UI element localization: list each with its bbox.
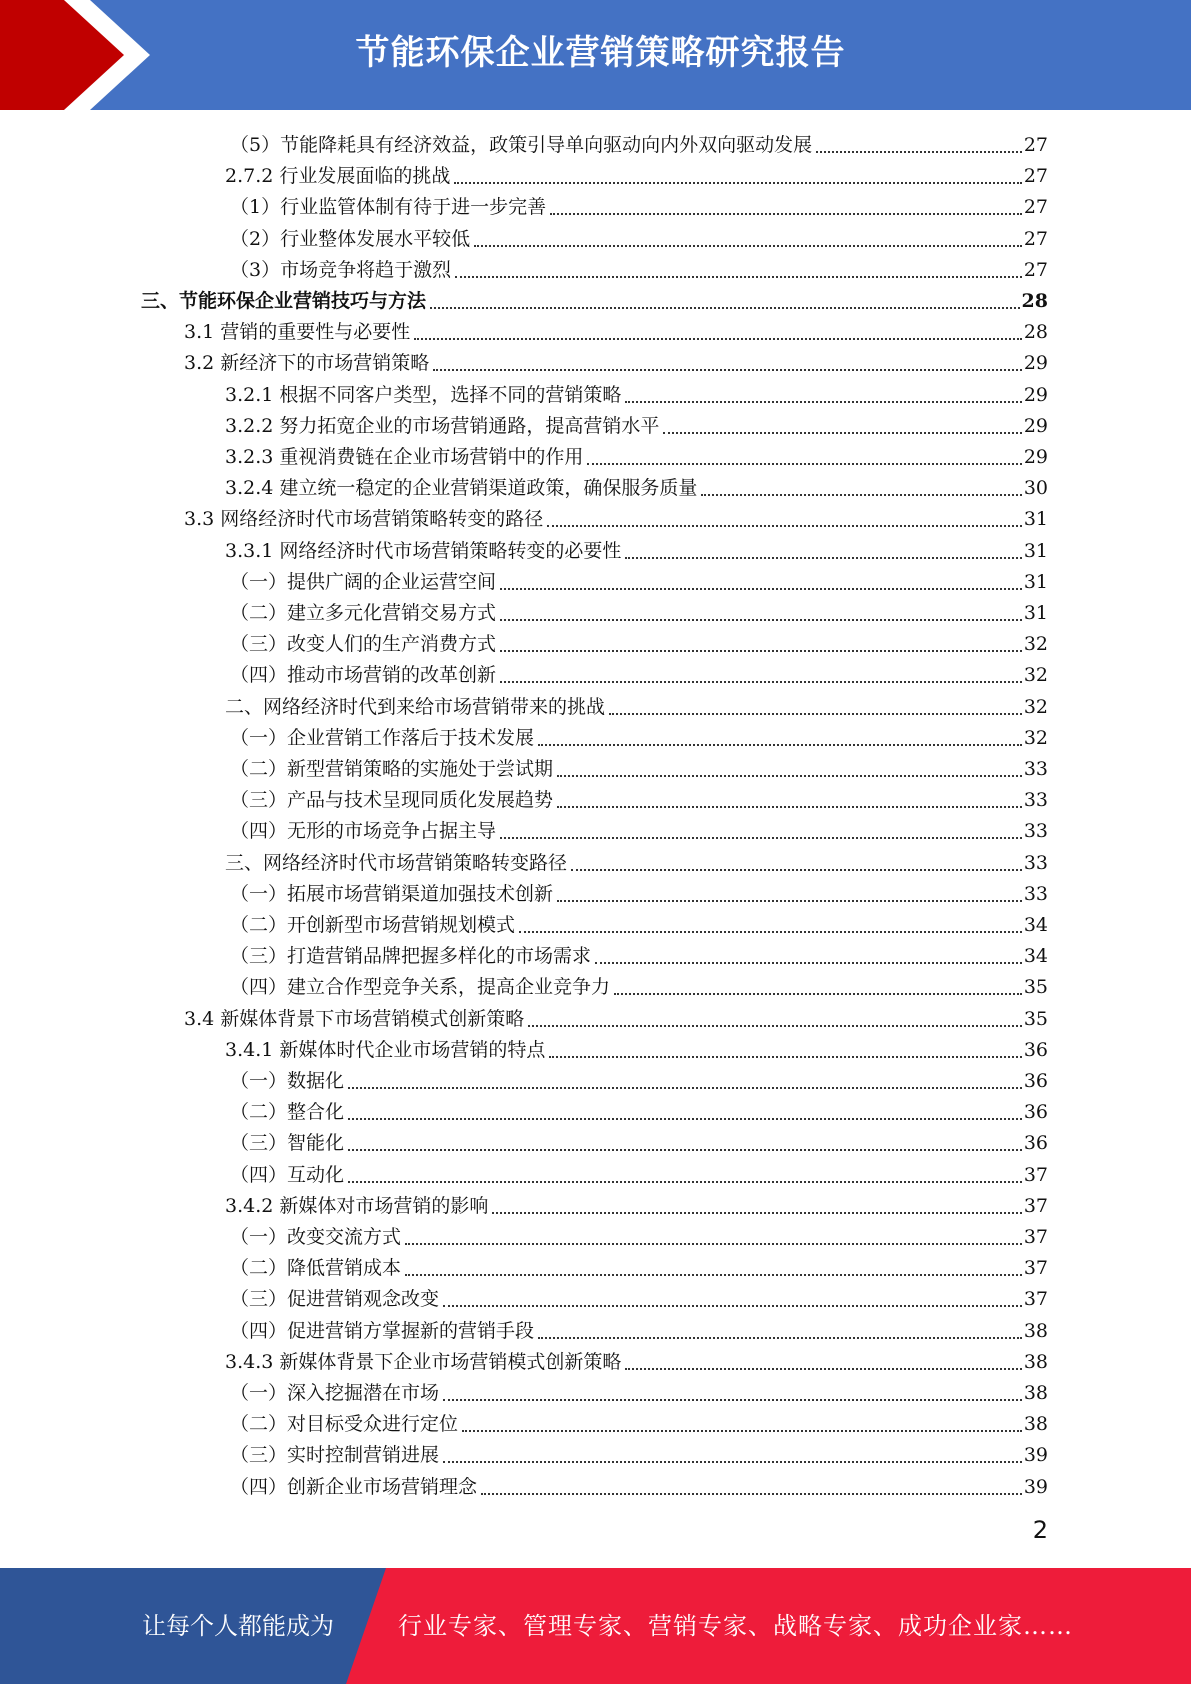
toc-entry-title: 3.3 网络经济时代市场营销策略转变的路径 (184, 508, 544, 530)
toc-entry-page: 33 (1023, 758, 1048, 780)
toc-entry[interactable] (184, 1001, 1048, 1032)
toc-entry[interactable] (184, 314, 1048, 345)
toc-dot-leader (348, 1130, 1022, 1151)
toc-entry-title: （2）行业整体发展水平较低 (230, 228, 471, 250)
toc-dot-leader (455, 257, 1022, 278)
toc-dot-leader (816, 132, 1022, 153)
toc-entry[interactable] (225, 1032, 1048, 1063)
footer-slogan-right: 行业专家、管理专家、营销专家、战略专家、成功企业家…… (398, 1612, 1073, 1640)
toc-entry-title: （一）改变交流方式 (230, 1226, 402, 1248)
toc-entry-page: 33 (1023, 789, 1048, 811)
toc-entry-title: 2.7.2 行业发展面临的挑战 (225, 165, 451, 187)
page-header (0, 0, 1191, 110)
toc-entry-page: 36 (1023, 1132, 1048, 1154)
toc-dot-leader (550, 194, 1022, 215)
toc-entry[interactable] (225, 1344, 1048, 1375)
toc-dot-leader (348, 1162, 1022, 1183)
toc-entry[interactable] (230, 1406, 1048, 1437)
toc-dot-leader (663, 413, 1021, 434)
toc-entry-page: 29 (1023, 384, 1048, 406)
toc-entry[interactable] (230, 876, 1048, 907)
toc-entry-title: （一）深入挖掘潜在市场 (230, 1382, 440, 1404)
toc-entry[interactable] (230, 1375, 1048, 1406)
toc-dot-leader (538, 1318, 1022, 1339)
toc-dot-leader (443, 1442, 1022, 1463)
toc-entry-title: （四）推动市场营销的改革创新 (230, 664, 497, 686)
toc-entry[interactable] (230, 189, 1048, 220)
toc-entry-title: 3.2.2 努力拓宽企业的市场营销通路，提高营销水平 (225, 415, 660, 437)
toc-dot-leader (557, 756, 1022, 777)
toc-entry-title: （三）改变人们的生产消费方式 (230, 633, 497, 655)
toc-entry-title: （三）产品与技术呈现同质化发展趋势 (230, 789, 554, 811)
toc-dot-leader (500, 631, 1022, 652)
toc-entry-title: 二、网络经济时代到来给市场营销带来的挑战 (225, 696, 606, 718)
toc-entry-title: （5）节能降耗具有经济效益，政策引导单向驱动向内外双向驱动发展 (230, 134, 813, 156)
toc-entry-title: （四）建立合作型竞争关系，提高企业竞争力 (230, 976, 611, 998)
toc-entry[interactable] (230, 1063, 1048, 1094)
toc-dot-leader (625, 1349, 1021, 1370)
toc-entry[interactable] (230, 751, 1048, 782)
toc-entry-title: 3.4.3 新媒体背景下企业市场营销模式创新策略 (225, 1351, 622, 1373)
toc-entry-page: 38 (1023, 1351, 1048, 1373)
toc-entry[interactable] (230, 252, 1048, 283)
toc-dot-leader (609, 694, 1022, 715)
toc-entry-title: （二）开创新型市场营销规划模式 (230, 914, 516, 936)
toc-entry-page: 37 (1023, 1288, 1048, 1310)
toc-entry-title: （3）市场竞争将趋于激烈 (230, 259, 452, 281)
toc-dot-leader (430, 288, 1020, 309)
toc-dot-leader (625, 382, 1021, 403)
toc-entry[interactable] (230, 127, 1048, 158)
toc-entry-title: （三）打造营销品牌把握多样化的市场需求 (230, 945, 592, 967)
toc-entry[interactable] (230, 907, 1048, 938)
toc-entry[interactable] (225, 533, 1048, 564)
toc-entry[interactable] (230, 1250, 1048, 1281)
toc-entry[interactable] (225, 439, 1048, 470)
toc-entry[interactable] (225, 377, 1048, 408)
toc-dot-leader (348, 1099, 1022, 1120)
toc-entry-page: 27 (1023, 165, 1048, 187)
toc-entry-title: （三）实时控制营销进展 (230, 1444, 440, 1466)
toc-entry-title: （1）行业监管体制有待于进一步完善 (230, 196, 547, 218)
toc-entry-title: （四）促进营销方掌握新的营销手段 (230, 1320, 535, 1342)
toc-entry-page: 33 (1023, 852, 1048, 874)
toc-dot-leader (348, 1068, 1022, 1089)
toc-dot-leader (462, 1411, 1022, 1432)
toc-entry-page: 36 (1023, 1101, 1048, 1123)
toc-dot-leader (500, 662, 1022, 683)
toc-entry-page: 33 (1023, 820, 1048, 842)
header-title: 节能环保企业营销策略研究报告 (355, 33, 846, 73)
toc-entry-page: 38 (1023, 1320, 1048, 1342)
toc-entry-page: 33 (1023, 883, 1048, 905)
toc-entry-title: （一）拓展市场营销渠道加强技术创新 (230, 883, 554, 905)
toc-entry-title: （四）无形的市场竞争占据主导 (230, 820, 497, 842)
toc-dot-leader (528, 1006, 1022, 1027)
toc-entry-title: 三、网络经济时代市场营销策略转变路径 (225, 852, 568, 874)
toc-dot-leader (519, 912, 1022, 933)
toc-dot-leader (405, 1224, 1022, 1245)
toc-entry-page: 28 (1021, 290, 1048, 312)
page-number: 2 (1032, 1516, 1048, 1544)
toc-dot-leader (492, 1193, 1021, 1214)
toc-entry[interactable] (230, 564, 1048, 595)
toc-dot-leader (474, 226, 1022, 247)
toc-entry-page: 28 (1023, 321, 1048, 343)
toc-dot-leader (701, 475, 1021, 496)
toc-dot-leader (547, 506, 1022, 527)
toc-dot-leader (500, 818, 1022, 839)
toc-entry-page: 32 (1023, 664, 1048, 686)
toc-dot-leader (454, 163, 1021, 184)
toc-entry-title: 3.3.1 网络经济时代市场营销策略转变的必要性 (225, 540, 622, 562)
toc-entry[interactable] (225, 158, 1048, 189)
toc-entry[interactable] (230, 969, 1048, 1000)
toc-entry[interactable] (225, 845, 1048, 876)
toc-entry-title: 3.2.3 重视消费链在企业市场营销中的作用 (225, 446, 584, 468)
toc-dot-leader (500, 569, 1022, 590)
toc-dot-leader (405, 1255, 1022, 1276)
toc-dot-leader (614, 974, 1022, 995)
toc-entry-page: 29 (1023, 415, 1048, 437)
toc-entry-title: （二）建立多元化营销交易方式 (230, 602, 497, 624)
footer-slogan-left: 让每个人都能成为 (142, 1612, 334, 1640)
toc-entry-page: 31 (1023, 540, 1048, 562)
toc-dot-leader (443, 1286, 1022, 1307)
toc-dot-leader (571, 850, 1022, 871)
toc-entry[interactable] (230, 1094, 1048, 1125)
toc-entry-page: 38 (1023, 1413, 1048, 1435)
toc-entry[interactable] (230, 782, 1048, 813)
toc-dot-leader (595, 943, 1022, 964)
toc-entry-page: 36 (1023, 1070, 1048, 1092)
toc-entry-page: 38 (1023, 1382, 1048, 1404)
toc-entry[interactable] (184, 345, 1048, 376)
toc-entry-title: 三、节能环保企业营销技巧与方法 (141, 290, 427, 312)
toc-dot-leader (481, 1474, 1022, 1495)
toc-entry-page: 35 (1023, 976, 1048, 998)
toc-entry-title: （二）整合化 (230, 1101, 345, 1123)
toc-dot-leader (557, 787, 1022, 808)
toc-entry-page: 39 (1023, 1476, 1048, 1498)
toc-entry-title: 3.4 新媒体背景下市场营销模式创新策略 (184, 1008, 525, 1030)
toc-entry[interactable] (225, 470, 1048, 501)
toc-entry-title: （四）互动化 (230, 1164, 345, 1186)
toc-entry-page: 37 (1023, 1195, 1048, 1217)
toc-entry-title: （四）创新企业市场营销理念 (230, 1476, 478, 1498)
toc-entry-page: 32 (1023, 696, 1048, 718)
toc-entry-page: 27 (1023, 259, 1048, 281)
toc-entry[interactable] (230, 1157, 1048, 1188)
toc-entry-title: 3.2.1 根据不同客户类型，选择不同的营销策略 (225, 384, 622, 406)
toc-dot-leader (625, 538, 1021, 559)
toc-entry-title: （三）智能化 (230, 1132, 345, 1154)
toc-entry-title: 3.2 新经济下的市场营销策略 (184, 352, 430, 374)
toc-dot-leader (557, 881, 1022, 902)
toc-entry-page: 37 (1023, 1164, 1048, 1186)
toc-entry[interactable] (225, 408, 1048, 439)
toc-dot-leader (433, 350, 1022, 371)
toc-entry[interactable] (230, 1125, 1048, 1156)
toc-entry-title: （一）企业营销工作落后于技术发展 (230, 727, 535, 749)
toc-entry-page: 31 (1023, 508, 1048, 530)
toc-entry[interactable] (225, 1188, 1048, 1219)
toc-entry-page: 31 (1023, 602, 1048, 624)
toc-entry-title: 3.1 营销的重要性与必要性 (184, 321, 411, 343)
toc-entry-title: 3.4.1 新媒体时代企业市场营销的特点 (225, 1039, 546, 1061)
toc-entry-page: 29 (1023, 352, 1048, 374)
toc-entry[interactable] (230, 1313, 1048, 1344)
toc-dot-leader (549, 1037, 1021, 1058)
toc-entry[interactable] (230, 221, 1048, 252)
toc-entry-page: 32 (1023, 727, 1048, 749)
toc-dot-leader (414, 319, 1022, 340)
toc-entry[interactable] (230, 657, 1048, 688)
toc-entry[interactable] (225, 689, 1048, 720)
toc-entry[interactable] (184, 501, 1048, 532)
toc-entry[interactable] (230, 626, 1048, 657)
toc-entry[interactable] (230, 1219, 1048, 1250)
toc-dot-leader (587, 444, 1021, 465)
toc-entry-title: （二）对目标受众进行定位 (230, 1413, 459, 1435)
toc-entry-page: 37 (1023, 1226, 1048, 1248)
toc-entry-title: （三）促进营销观念改变 (230, 1288, 440, 1310)
toc-entry-page: 39 (1023, 1444, 1048, 1466)
page-footer (0, 1568, 1191, 1684)
toc-entry[interactable] (230, 1281, 1048, 1312)
toc-entry[interactable] (230, 1469, 1048, 1500)
toc-entry-page: 34 (1023, 914, 1048, 936)
toc-entry-title: 3.4.2 新媒体对市场营销的影响 (225, 1195, 489, 1217)
toc-entry[interactable] (141, 283, 1048, 314)
toc-entry-page: 31 (1023, 571, 1048, 593)
toc-entry-page: 27 (1023, 228, 1048, 250)
toc-entry-page: 36 (1023, 1039, 1048, 1061)
toc-entry-title: 3.2.4 建立统一稳定的企业营销渠道政策，确保服务质量 (225, 477, 698, 499)
toc-entry-title: （一）提供广阔的企业运营空间 (230, 571, 497, 593)
toc-entry[interactable] (230, 1437, 1048, 1468)
toc-entry-page: 32 (1023, 633, 1048, 655)
toc-entry-title: （二）新型营销策略的实施处于尝试期 (230, 758, 554, 780)
toc-dot-leader (443, 1380, 1022, 1401)
toc-entry-page: 29 (1023, 446, 1048, 468)
toc-entry-page: 35 (1023, 1008, 1048, 1030)
toc-entry[interactable] (230, 595, 1048, 626)
toc-entry-page: 27 (1023, 196, 1048, 218)
toc-entry[interactable] (230, 720, 1048, 751)
toc-entry-page: 30 (1023, 477, 1048, 499)
toc-entry-title: （一）数据化 (230, 1070, 345, 1092)
toc-entry[interactable] (230, 813, 1048, 844)
toc-entry-page: 27 (1023, 134, 1048, 156)
toc-dot-leader (538, 725, 1022, 746)
toc-entry-title: （二）降低营销成本 (230, 1257, 402, 1279)
toc-dot-leader (500, 600, 1022, 621)
toc-entry-page: 37 (1023, 1257, 1048, 1279)
toc-entry[interactable] (230, 938, 1048, 969)
toc-entry-page: 34 (1023, 945, 1048, 967)
